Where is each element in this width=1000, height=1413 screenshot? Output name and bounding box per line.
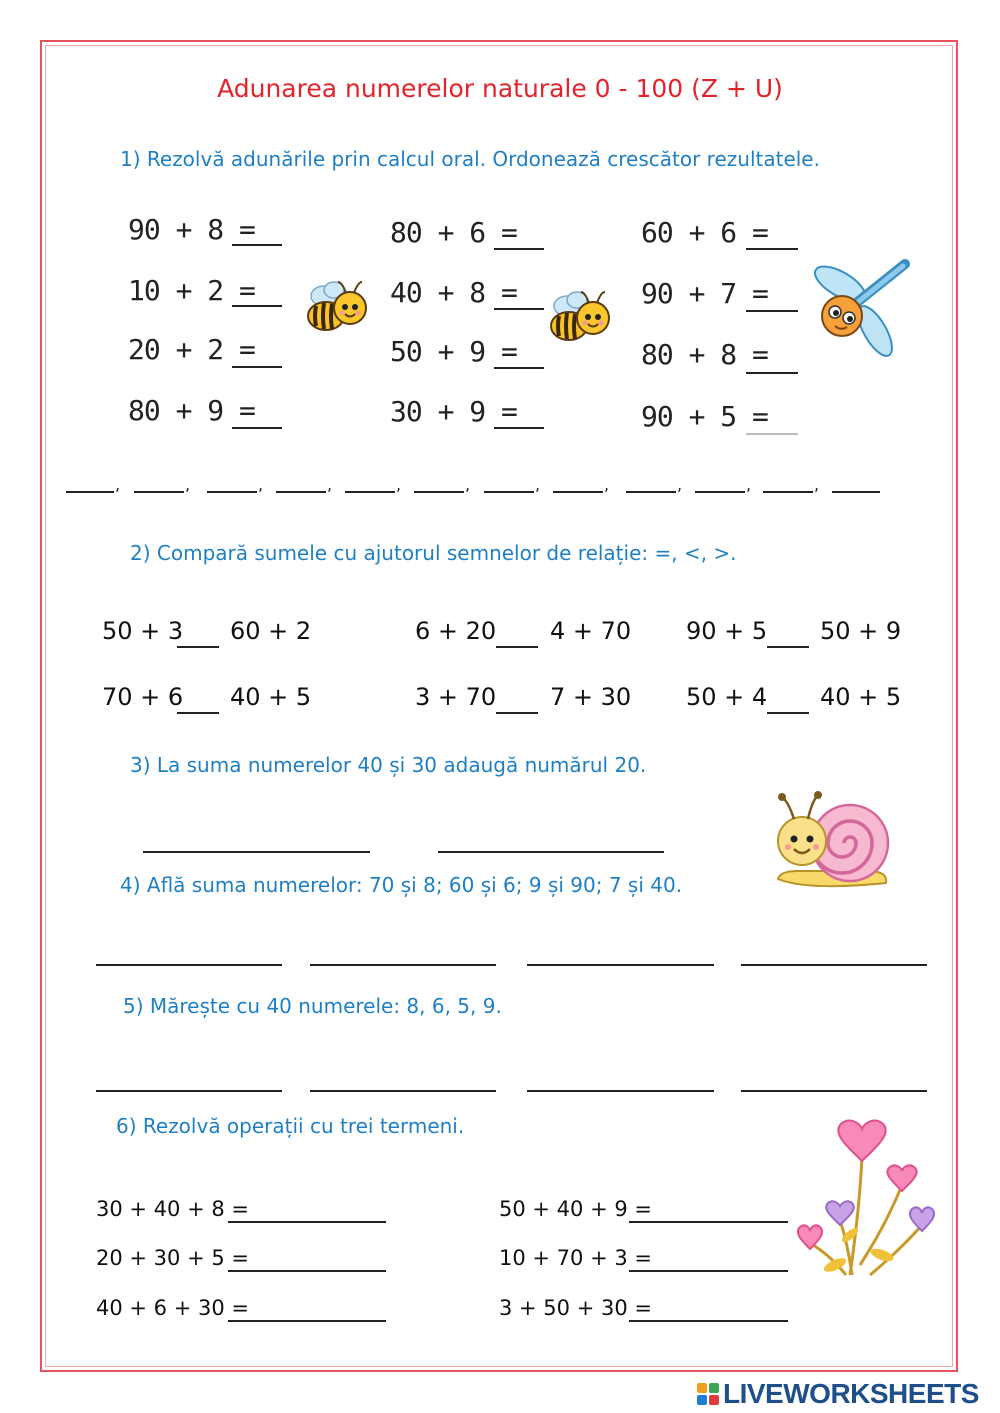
ex4-answer-line[interactable] (310, 964, 496, 966)
worksheet-title: Adunarea numerelor naturale 0 - 100 (Z + U) (217, 74, 783, 103)
ex1-answer-blank[interactable] (232, 244, 282, 246)
order-blank[interactable] (832, 491, 880, 493)
ex1-expr: 30 + 9 = (390, 395, 517, 428)
order-blank[interactable] (484, 491, 534, 493)
order-blank[interactable] (207, 491, 257, 493)
order-comma: , (746, 475, 752, 494)
ex6-expr: 30 + 40 + 8 = (96, 1197, 249, 1221)
ex1-expr: 80 + 9 = (128, 394, 255, 427)
order-comma: , (814, 475, 820, 494)
ex1-answer-blank[interactable] (746, 433, 798, 435)
order-blank[interactable] (553, 491, 603, 493)
ex6-expr: 50 + 40 + 9 = (499, 1197, 652, 1221)
order-blank[interactable] (763, 491, 813, 493)
order-blank[interactable] (134, 491, 184, 493)
ex6-answer-line[interactable] (629, 1320, 788, 1322)
order-comma: , (677, 475, 683, 494)
dragonfly-icon (805, 256, 915, 361)
compare-sign-blank[interactable] (767, 712, 809, 714)
order-blank[interactable] (414, 491, 464, 493)
compare-left: 90 + 5 (686, 617, 768, 645)
order-comma: , (396, 475, 402, 494)
ex6-instruction: 6) Rezolvă operații cu trei termeni. (116, 1114, 465, 1138)
ex4-answer-line[interactable] (527, 964, 714, 966)
ex1-expr: 60 + 6 = (641, 216, 768, 249)
compare-left: 50 + 3 (102, 617, 184, 645)
order-blank[interactable] (345, 491, 395, 493)
ex3-instruction: 3) La suma numerelor 40 și 30 adaugă numărul 20. (130, 753, 647, 777)
ex6-answer-line[interactable] (629, 1270, 788, 1272)
order-comma: , (327, 475, 333, 494)
ex1-answer-blank[interactable] (232, 427, 282, 429)
order-blank[interactable] (66, 491, 114, 493)
ex6-answer-line[interactable] (228, 1221, 386, 1223)
compare-right: 60 + 2 (230, 617, 312, 645)
ex4-answer-line[interactable] (96, 964, 282, 966)
ex3-answer-line[interactable] (438, 851, 664, 853)
ex1-expr: 80 + 8 = (641, 338, 768, 371)
logo-mark-icon (697, 1383, 719, 1405)
order-comma: , (115, 475, 121, 494)
ex1-answer-blank[interactable] (746, 310, 798, 312)
logo-text: LIVEWORKSHEETS (723, 1378, 979, 1409)
compare-right: 7 + 30 (550, 683, 632, 711)
compare-sign-blank[interactable] (496, 712, 538, 714)
bee-icon (300, 276, 372, 342)
order-comma: , (535, 475, 541, 494)
ex5-answer-line[interactable] (741, 1090, 927, 1092)
order-comma: , (185, 475, 191, 494)
ex6-expr: 10 + 70 + 3 = (499, 1246, 652, 1270)
compare-left: 6 + 20 (415, 617, 497, 645)
ex6-answer-line[interactable] (228, 1320, 386, 1322)
compare-right: 40 + 5 (820, 683, 902, 711)
compare-sign-blank[interactable] (177, 712, 219, 714)
ex1-answer-blank[interactable] (232, 305, 282, 307)
order-blank[interactable] (626, 491, 676, 493)
order-comma: , (465, 475, 471, 494)
ex1-answer-blank[interactable] (494, 308, 544, 310)
ex5-answer-line[interactable] (527, 1090, 714, 1092)
compare-right: 40 + 5 (230, 683, 312, 711)
compare-left: 3 + 70 (415, 683, 497, 711)
ex1-expr: 80 + 6 = (390, 216, 517, 249)
compare-left: 70 + 6 (102, 683, 184, 711)
ex1-expr: 10 + 2 = (128, 274, 255, 307)
order-blank[interactable] (276, 491, 326, 493)
ex6-expr: 20 + 30 + 5 = (96, 1246, 249, 1270)
ex1-instruction: 1) Rezolvă adunările prin calcul oral. Ordonează crescător rezultatele. (120, 147, 820, 171)
ex5-answer-line[interactable] (310, 1090, 496, 1092)
compare-right: 4 + 70 (550, 617, 632, 645)
bee-icon (543, 286, 615, 352)
snail-icon (768, 787, 896, 897)
ex1-answer-blank[interactable] (232, 366, 282, 368)
order-comma: , (604, 475, 610, 494)
ex4-answer-line[interactable] (741, 964, 927, 966)
ex1-answer-blank[interactable] (494, 248, 544, 250)
ex3-answer-line[interactable] (143, 851, 370, 853)
ex1-expr: 40 + 8 = (390, 276, 517, 309)
ex1-expr: 90 + 8 = (128, 213, 255, 246)
ex1-expr: 90 + 7 = (641, 277, 768, 310)
ex1-answer-blank[interactable] (746, 372, 798, 374)
ex6-expr: 40 + 6 + 30 = (96, 1296, 249, 1320)
ex1-expr: 20 + 2 = (128, 333, 255, 366)
ex1-expr: 50 + 9 = (390, 335, 517, 368)
compare-sign-blank[interactable] (177, 646, 219, 648)
ex1-expr: 90 + 5 = (641, 400, 768, 433)
ex1-answer-blank[interactable] (494, 427, 544, 429)
compare-left: 50 + 4 (686, 683, 768, 711)
ex6-answer-line[interactable] (228, 1270, 386, 1272)
ex2-instruction: 2) Compară sumele cu ajutorul semnelor de relație: =, <, >. (130, 541, 737, 565)
ex5-answer-line[interactable] (96, 1090, 282, 1092)
ex5-instruction: 5) Mărește cu 40 numerele: 8, 6, 5, 9. (123, 994, 502, 1018)
ex1-answer-blank[interactable] (746, 248, 798, 250)
ex4-instruction: 4) Află suma numerelor: 70 și 8; 60 și 6; 9 și 90; 7 și 40. (120, 873, 683, 897)
order-comma: , (258, 475, 264, 494)
order-blank[interactable] (695, 491, 745, 493)
compare-right: 50 + 9 (820, 617, 902, 645)
ex1-answer-blank[interactable] (494, 367, 544, 369)
liveworksheets-logo (697, 1378, 979, 1410)
compare-sign-blank[interactable] (767, 646, 809, 648)
ex6-expr: 3 + 50 + 30 = (499, 1296, 652, 1320)
ex6-answer-line[interactable] (629, 1221, 788, 1223)
hearts-flowers-icon (790, 1115, 938, 1290)
compare-sign-blank[interactable] (496, 646, 538, 648)
